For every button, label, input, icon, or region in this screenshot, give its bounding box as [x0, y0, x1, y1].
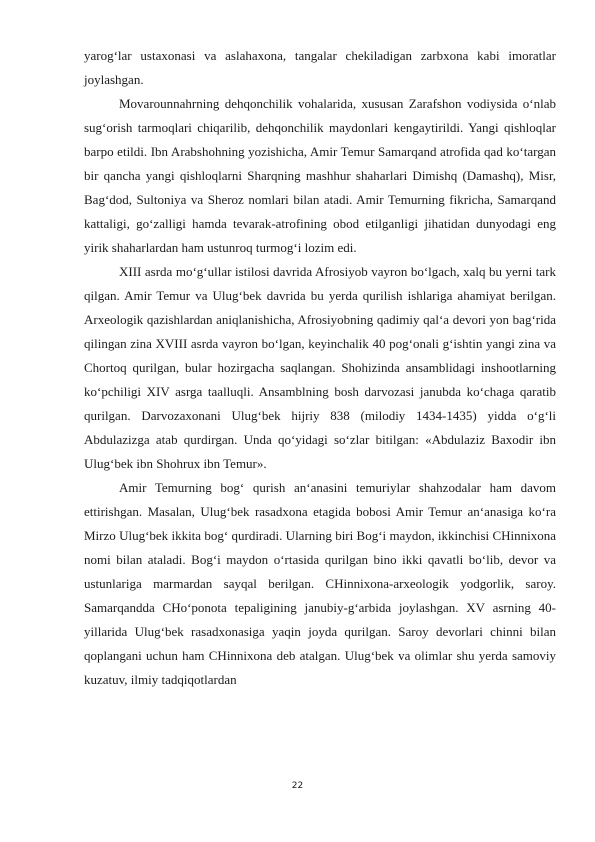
paragraph-gardens: Amir Temurning bog‘ qurish an‘anasini temuriylar shahzodalar ham davom ettirishgan. Masalan, Ulug‘bek rasadxona etagida bobosi Amir Temur an‘anasiga ko‘ra Mirzo Ulug‘bek ikkita bog‘ qurdiradi. Ularning biri Bog‘i maydon, ikkinchisi CHinnixona nomi bilan ataladi. Bog‘i maydon o‘rtasida qurilgan bino ikki qavatli bo‘lib, devor va ustunlariga marmardan sayqal berilgan. CHinnixona-arxeologik yodgorlik, saroy. Samarqandda CHo‘ponota tepaligining janubiy-g‘arbida joylashgan. XV asrning 40-yillarida Ulug‘bek rasadxonasiga yaqin joyda qurilgan. Saroy devorlari chinni bilan qoplangani uchun ham CHinnixona deb atalgan. Ulug‘bek va olimlar shu yerda samoviy kuzatuv, ilmiy tadqiqotlardan	[84, 480, 556, 687]
paragraph-continuation: yarog‘lar ustaxonasi va aslahaxona, tangalar chekiladigan zarbxona kabi imoratlar joylashgan.	[84, 48, 556, 87]
page-number: 22	[291, 781, 304, 791]
paragraph-irrigation: Movarounnahrning dehqonchilik vohalarida, xususan Zarafshon vodiysida o‘nlab sug‘orish tarmoqlari chiqarilib, dehqonchilik maydonlari kengaytirildi. Yangi qishloqlar barpo etildi. Ibn Arabshohning yozishicha, Amir Temur Samarqand atrofida qad ko‘targan bir qancha yangi qishloqlarni Sharqning mashhur shaharlari Dimishq (Damashq), Misr, Bag‘dod, Sultoniya va Sheroz nomlari bilan atadi. Amir Temurning fikricha, Samarqand kattaligi, go‘zalligi hamda tevarak-atrofining obod etilganligi jihatidan dunyodagi eng yirik shaharlardan ham ustunroq turmog‘i lozim edi.	[84, 96, 556, 255]
paragraph-afrosiyob: XIII asrda mo‘g‘ullar istilosi davrida Afrosiyob vayron bo‘lgach, xalq bu yerni tark qilgan. Amir Temur va Ulug‘bek davrida bu yerda qurilish ishlariga ahamiyat berilgan. Arxeologik qazishlardan aniqlanishicha, Afrosiyobning qadimiy qal‘a devori yon bag‘rida qilingan zina XVIII asrda vayron bo‘lgan, keyinchalik 40 pog‘onali g‘ishtin yangi zina va Chortoq qurilgan, bular hozirgacha saqlangan. Shohizinda ansamblidagi inshootlarning ko‘pchiligi XIV asrga taalluqli. Ansamblning bosh darvozasi janubda ko‘chaga qaratib qurilgan. Darvozaxonani Ulug‘bek hijriy 838 (milodiy 1434-1435) yidda o‘g‘li Abdulazizga atab qurdirgan. Unda qo‘yidagi so‘zlar bitilgan: «Abdulaziz Baxodir ibn Ulug‘bek ibn Shohrux ibn Temur».	[84, 264, 556, 471]
document-body	[84, 44, 556, 692]
